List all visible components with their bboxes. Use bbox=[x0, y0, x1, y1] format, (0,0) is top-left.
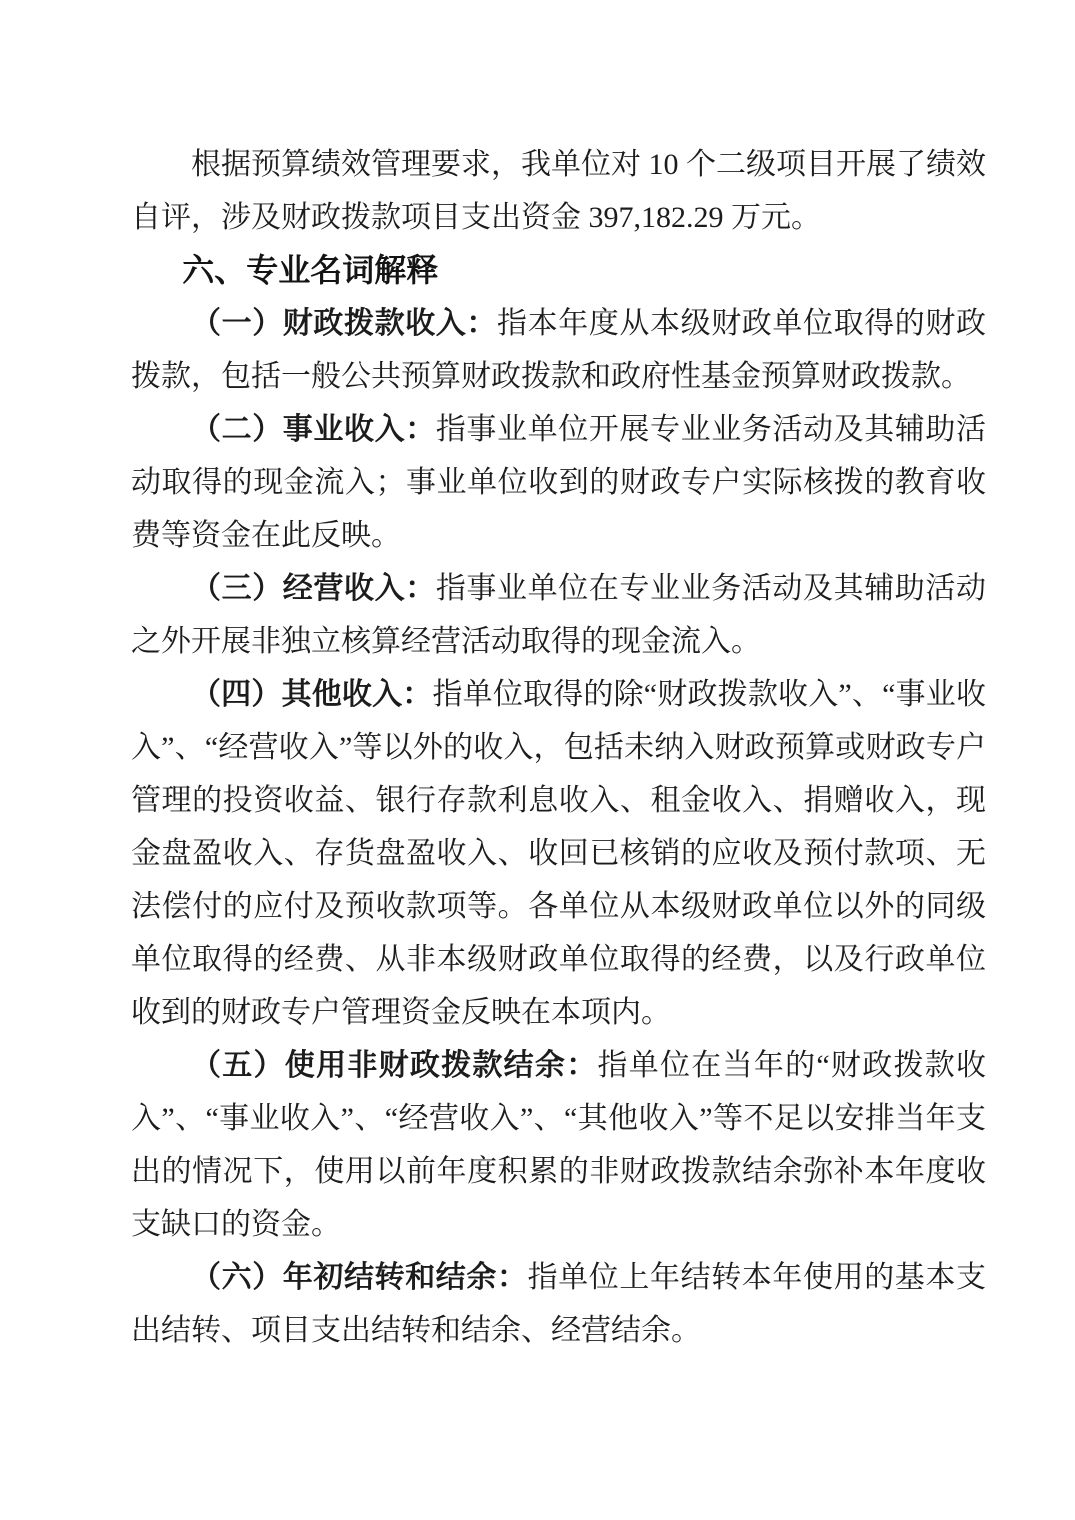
term-label: （二）事业收入： bbox=[191, 413, 436, 446]
term-definition-operating-unit-income bbox=[131, 403, 986, 562]
term-definition-business-income bbox=[131, 562, 986, 668]
intro-paragraph bbox=[131, 138, 986, 244]
term-label: （六）年初结转和结余： bbox=[191, 1261, 528, 1294]
section-heading: 六、专业名词解释 bbox=[182, 252, 439, 288]
term-definition-other-income bbox=[131, 668, 986, 1039]
term-text: 指事业单位在专业业务活动及其辅助活动之外开展非独立核算经营活动取得的现金流入。 bbox=[131, 572, 987, 658]
intro-text: 根据预算绩效管理要求，我单位对 10 个二级项目开展了绩效自评，涉及财政拨款项目支出资金 397,182.29 万元。 bbox=[131, 148, 986, 234]
term-definition-non-fiscal-surplus-use bbox=[131, 1039, 986, 1251]
term-text: 指单位在当年的“财政拨款收入”、“事业收入”、“经营收入”、“其他收入”等不足以安排当年支出的情况下，使用以前年度积累的非财政拨款结余弥补本年度收支缺口的资金。 bbox=[131, 1049, 987, 1241]
term-text: 指单位取得的除“财政拨款收入”、“事业收入”、“经营收入”等以外的收入，包括未纳入财政预算或财政专户管理的投资收益、银行存款利息收入、租金收入、捐赠收入，现金盘盈收入、存货盘盈收入、收回已核销的应收及预付款项、无法偿付的应付及预收款项等。各单位从本级财政单位以外的同级单位取得的经费、从非本级财政单位取得的经费，以及行政单位收到的财政专户管理资金反映在本项内。 bbox=[131, 678, 986, 1029]
term-text: 指本年度从本级财政单位取得的财政拨款，包括一般公共预算财政拨款和政府性基金预算财政拨款。 bbox=[131, 307, 986, 393]
term-text: 指单位上年结转本年使用的基本支出结转、项目支出结转和结余、经营结余。 bbox=[131, 1261, 987, 1347]
term-definition-beginning-year-carryover bbox=[131, 1251, 986, 1357]
term-label: （三）经营收入： bbox=[191, 572, 436, 605]
term-definition-fiscal-appropriation-income bbox=[131, 297, 986, 403]
term-label: （四）其他收入： bbox=[191, 678, 433, 711]
term-label: （五）使用非财政拨款结余： bbox=[191, 1049, 598, 1082]
term-label: （一）财政拨款收入： bbox=[191, 307, 497, 340]
term-text: 指事业单位开展专业业务活动及其辅助活动取得的现金流入；事业单位收到的财政专户实际核拨的教育收费等资金在此反映。 bbox=[131, 413, 987, 552]
